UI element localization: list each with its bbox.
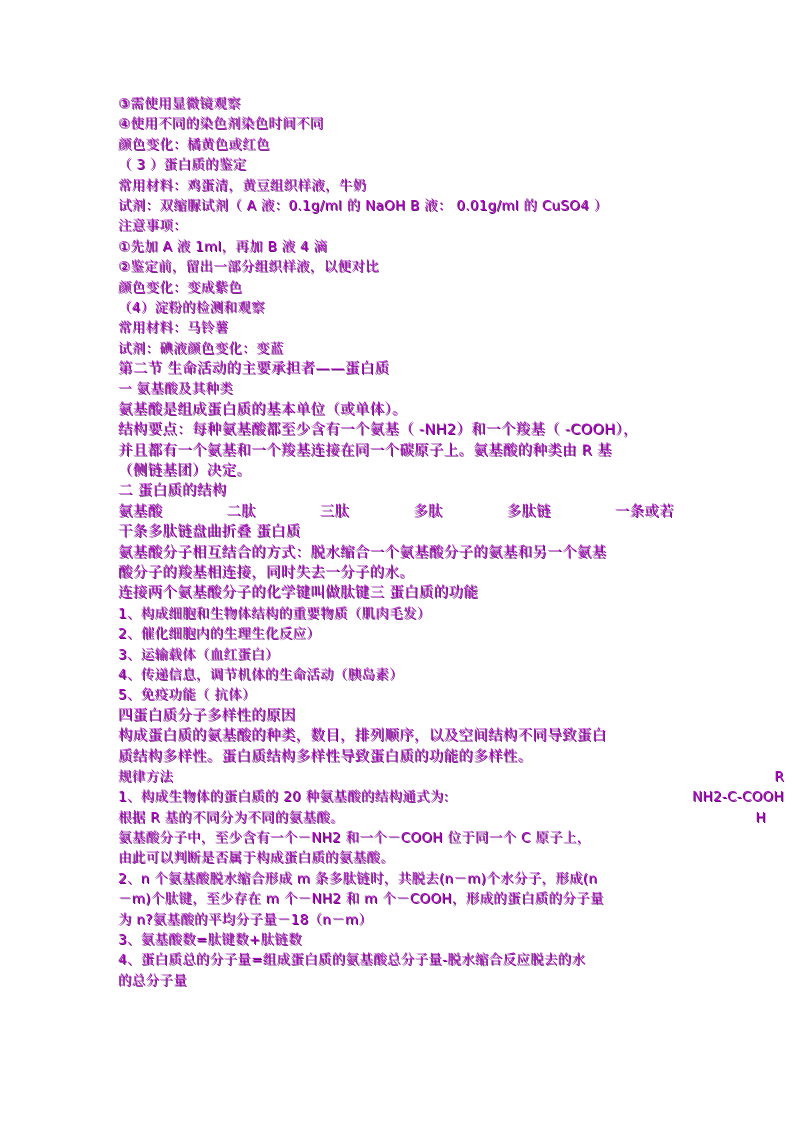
- text-line: 干条多肽链盘曲折叠 蛋白质: [118, 524, 301, 541]
- flow-step: 一条或若: [614, 503, 674, 520]
- text-line: 质结构多样性。蛋白质结构多样性导致蛋白质的功能的多样性。: [118, 748, 533, 765]
- text-line: 并且都有一个氨基和一个羧基连接在同一个碳原子上。氨基酸的种类由 R 基: [118, 442, 612, 459]
- text-line: 为 n?氨基酸的平均分子量－18（n－m）: [118, 911, 373, 928]
- text-line: 试剂：双缩脲试剂（ A 液：0.1g/ml 的 NaOH B 液： 0.01g/ml 的 CuSO4 ）: [118, 197, 608, 214]
- text-line: 的总分子量: [118, 972, 187, 989]
- text-line: 4、蛋白质总的分子量=组成蛋白质的氨基酸总分子量-脱水缩合反应脱去的水: [118, 952, 586, 969]
- formula-row-h: [118, 808, 784, 828]
- flow-step: 多肽链: [506, 503, 551, 520]
- section-heading: 一 氨基酸及其种类: [118, 381, 233, 398]
- list-item: 4、传递信息，调节机体的生命活动（胰岛素）: [118, 666, 403, 683]
- chapter-heading: 第二节 生命活动的主要承担者——蛋白质: [118, 361, 390, 378]
- formula-row: [118, 787, 784, 807]
- list-item: 1、构成细胞和生物体结构的重要物质（肌肉毛发）: [118, 605, 431, 622]
- text-line: 结构要点：每种氨基酸都至少含有一个氨基（ -NH2）和一个羧基（ -COOH），: [118, 422, 638, 439]
- text-line: ①先加 A 液 1ml，再加 B 液 4 滴: [118, 238, 328, 255]
- text-line: （侧链基团）决定。: [118, 463, 252, 480]
- text-line: 构成蛋白质的氨基酸的种类，数目，排列顺序，以及空间结构不同导致蛋白: [118, 728, 607, 745]
- text-line: 颜色变化：变成紫色: [118, 279, 243, 296]
- text-line: 连接两个氨基酸分子的化学键叫做肽键三 蛋白质的功能: [118, 585, 479, 602]
- text-line: 氨基酸分子相互结合的方式：脱水缩合一个氨基酸分子的氨基和另一个氨基: [118, 544, 607, 561]
- text-line: 由此可以判断是否属于构成蛋白质的氨基酸。: [118, 850, 394, 867]
- flow-step: 多肽: [413, 503, 443, 520]
- text-line: 注意事项：: [118, 218, 187, 235]
- text-line: 1、构成生物体的蛋白质的 20 种氨基酸的结构通式为:: [118, 789, 449, 806]
- text-line: 常用材料：马铃薯: [118, 320, 229, 337]
- section-heading: （ 3 ）蛋白质的鉴定: [118, 157, 247, 174]
- flow-step: 三肽: [319, 503, 350, 520]
- section-heading: 规律方法: [118, 768, 174, 785]
- text-line: 根据 R 基的不同分为不同的氨基酸。: [118, 809, 344, 826]
- text-line: 颜色变化：橘黄色或红色: [118, 136, 270, 153]
- formula-backbone: NH2-C-COOH: [692, 789, 784, 806]
- formula-r-group: R: [774, 768, 784, 785]
- section-heading: 二 蛋白质的结构: [118, 483, 227, 500]
- text-line: 试剂：碘液颜色变化：变蓝: [118, 340, 284, 357]
- text-line: ③需使用显微镜观察: [118, 96, 241, 112]
- section-heading: 四蛋白质分子多样性的原因: [118, 707, 296, 724]
- flow-step: 氨基酸: [118, 503, 163, 520]
- structure-flow: [118, 502, 674, 522]
- text-line: 2、n 个氨基酸脱水缩合形成 m 条多肽链时，共脱去(n－m)个水分子，形成(n: [118, 870, 598, 887]
- text-line: 氨基酸是组成蛋白质的基本单位（或单体）。: [118, 401, 407, 418]
- text-line: ④使用不同的染色剂染色时间不同: [118, 116, 324, 133]
- flow-step: 二肽: [226, 503, 256, 520]
- text-line: ②鉴定前，留出一部分组织样液，以便对比: [118, 259, 379, 276]
- text-line: －m)个肽键，至少存在 m 个－NH2 和 m 个－COOH，形成的蛋白质的分子量: [118, 891, 604, 908]
- list-item: 3、运输载体（血红蛋白）: [118, 646, 279, 663]
- formula-h-atom: H: [755, 809, 766, 826]
- text-line: 3、氨基酸数=肽键数+肽链数: [118, 932, 302, 949]
- list-item: 2、催化细胞内的生理生化反应）: [118, 626, 321, 643]
- document-body: [118, 94, 784, 991]
- method-heading-row: [118, 767, 784, 787]
- section-heading: （4）淀粉的检测和观察: [118, 299, 265, 316]
- list-item: 5、免疫功能（ 抗体）: [118, 687, 256, 704]
- text-line: 氨基酸分子中，至少含有一个－NH2 和一个－COOH 位于同一个 C 原子上，: [118, 830, 591, 847]
- text-line: 常用材料：鸡蛋清，黄豆组织样液，牛奶: [118, 177, 367, 194]
- text-line: 酸分子的羧基相连接，同时失去一分子的水。: [118, 564, 414, 581]
